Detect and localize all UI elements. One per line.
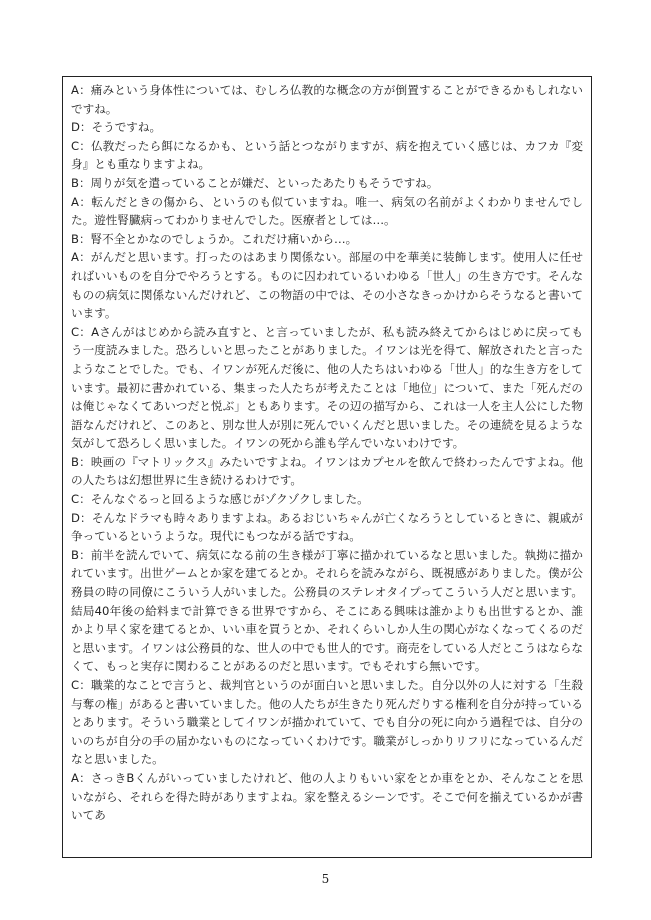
paragraph: D：そうですね。 bbox=[71, 120, 162, 135]
paragraph: C：そんなぐるっと回るような感じがゾクゾクしました。 bbox=[71, 492, 369, 507]
paragraph: C：Aさんがはじめから読み直すと、と言っていましたが、私も読み終えてからはじめに戻ってもう一度読みました。恐ろしいと思ったことがありました。イワンは光を得て、解放されたと言ったようなことでした。でも、イワンが死んだ後に、他の人たちはいわゆる「世人」的な生き方をしています。最初に書かれている、集まった人たちが考えたことは「地位」について、また「死んだのは俺じゃなくてあいつだと悦ぶ」ともあります。その辺の描写から、これは一人を主人公にした物語なんだけれど、このあと、別な世人が別に死んでいくんだと思いました。その連続を見るような気がして恐ろしく思いました。イワンの死から誰も学んでいないわけです。 bbox=[71, 324, 583, 451]
paragraph: A：さっきBくんがいっていましたけれど、他の人よりもいい家をとか車をとか、そんなことを思いながら、それらを得た時がありますよね。家を整えるシーンです。そこで何を揃えているかが書いてあ bbox=[71, 770, 583, 823]
paragraph: B：前半を読んでいて、病気になる前の生き様が丁寧に描かれているなと思いました。執拗に描かれています。出世ゲームとか家を建てるとか。それらを読みながら、既視感がありました。僕が公務員の時の同僚にこういう人がいました。公務員のステレオタイプってこういう人だと思います。結局40年後の給料まで計算できる世界ですから、そこにある興味は誰かよりも出世するとか、誰かより早く家を建てるとか、いい車を買うとか、それくらいしか人生の関心がなくなってくるのだと思います。イワンは公務員的な、世人の中でも世人的です。商売をしている人だとこうはならなくて、もっと実存に関わることがあるのだと思います。でもそれすら無いです。 bbox=[71, 547, 583, 674]
paragraph: B：映画の『マトリックス』みたいですよね。イワンはカプセルを飲んで終わったんですよね。他の人たちは幻想世界に生き続けるわけです。 bbox=[71, 454, 583, 488]
paragraph: A：転んだときの傷から、というのも似ていますね。唯一、病気の名前がよくわかりませんでした。遊性腎臓病ってわかりませんでした。医療者としては…。 bbox=[71, 194, 583, 228]
paragraph: A：がんだと思います。打ったのはあまり関係ない。部屋の中を華美に装飾します。使用人に任せればいいものを自分でやろうとする。ものに囚われているいわゆる「世人」の生き方です。そんなものの病気に関係ないんだけれど、この物語の中では、その小さなきっかけからそうなると書いています。 bbox=[71, 250, 583, 321]
page-number: 5 bbox=[321, 872, 330, 886]
paragraph: D：そんなドラマも時々ありますよね。あるおじいちゃんが亡くなろうとしているときに、親戚が争っているというような。現代にもつながる話ですね。 bbox=[71, 510, 583, 544]
paragraph: C：仏教だったら餌になるかも、という話とつながりますが、病を抱えていく感じは、カフカ『変身』とも重なりますよね。 bbox=[71, 138, 583, 172]
paragraph: C：職業的なことで言うと、裁判官というのが面白いと思いました。自分以外の人に対する「生殺与奪の権」があると書いていました。他の人たちが生きたり死んだりする権利を自分が持っているとあります。そういう職業としてイワンが描かれていて、でも自分の死に向かう過程では、自分のいのちが自分の手の届かないものになっていくわけです。職業がしっかりリフリになっているんだなと思いました。 bbox=[71, 678, 583, 767]
paragraph: B：周りが気を遣っていることが嫌だ、といったあたりもそうですね。 bbox=[71, 175, 439, 190]
paragraph: B：腎不全とかなのでしょうか。これだけ痛いから…。 bbox=[71, 231, 358, 246]
discussion-transcript-box bbox=[62, 76, 592, 858]
paragraph: A：痛みという身体性については、むしろ仏教的な概念の方が倒置することができるかもしれないですね。 bbox=[71, 83, 583, 116]
